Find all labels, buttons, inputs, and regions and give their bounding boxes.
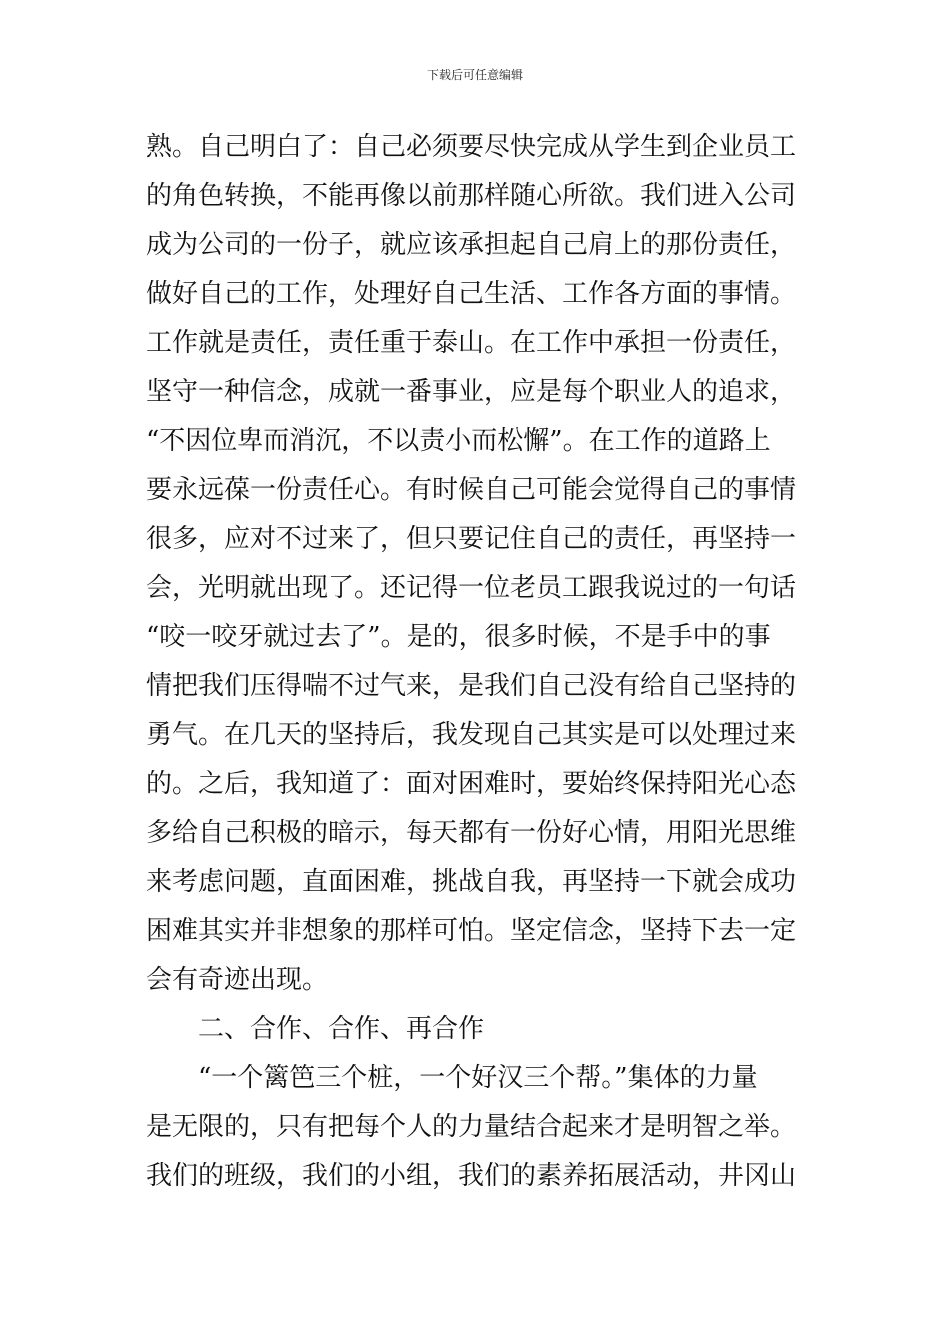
text-line: 成为公司的一份子，就应该承担起自己肩上的那份责任， — [146, 230, 797, 260]
section-heading: 二、合作、合作、再合作 — [198, 1014, 485, 1044]
text-line: 要永远葆一份责任心。有时候自己可能会觉得自己的事情 — [146, 475, 797, 505]
text-line: 的。之后，我知道了：面对困难时，要始终保持阳光心态 — [146, 769, 797, 799]
text-line: “不因位卑而消沉，不以责小而松懈”。在工作的道路上 — [146, 426, 771, 456]
text-line: 困难其实并非想象的那样可怕。坚定信念，坚持下去一定 — [146, 916, 797, 946]
text-line: 是无限的，只有把每个人的力量结合起来才是明智之举。 — [146, 1112, 797, 1142]
text-line: 很多，应对不过来了，但只要记住自己的责任，再坚持一 — [146, 524, 797, 554]
text-line: 做好自己的工作，处理好自己生活、工作各方面的事情。 — [146, 279, 797, 309]
text-line: 情把我们压得喘不过气来，是我们自己没有给自己坚持的 — [146, 671, 797, 701]
text-line: 的角色转换，不能再像以前那样随心所欲。我们进入公司 — [146, 181, 797, 211]
body-text — [146, 127, 808, 1205]
text-line: 熟。自己明白了：自己必须要尽快完成从学生到企业员工 — [146, 132, 797, 162]
text-line: 工作就是责任，责任重于泰山。在工作中承担一份责任， — [146, 328, 797, 358]
text-line: “一个篱笆三个桩，一个好汉三个帮。”集体的力量 — [198, 1063, 758, 1093]
page-header: 下载后可任意编辑 — [426, 68, 523, 82]
text-line: 会，光明就出现了。还记得一位老员工跟我说过的一句话 — [146, 573, 797, 603]
text-line: 我们的班级，我们的小组，我们的素养拓展活动，井冈山 — [146, 1161, 797, 1191]
text-line: 坚守一种信念，成就一番事业，应是每个职业人的追求， — [146, 377, 797, 407]
text-line: “咬一咬牙就过去了”。是的，很多时候，不是手中的事 — [146, 622, 771, 652]
text-line: 来考虑问题，直面困难，挑战自我，再坚持一下就会成功 — [146, 867, 797, 897]
text-line: 勇气。在几天的坚持后，我发现自己其实是可以处理过来 — [146, 720, 797, 750]
text-line: 多给自己积极的暗示，每天都有一份好心情，用阳光思维 — [146, 818, 797, 848]
text-line: 会有奇迹出现。 — [146, 965, 329, 995]
